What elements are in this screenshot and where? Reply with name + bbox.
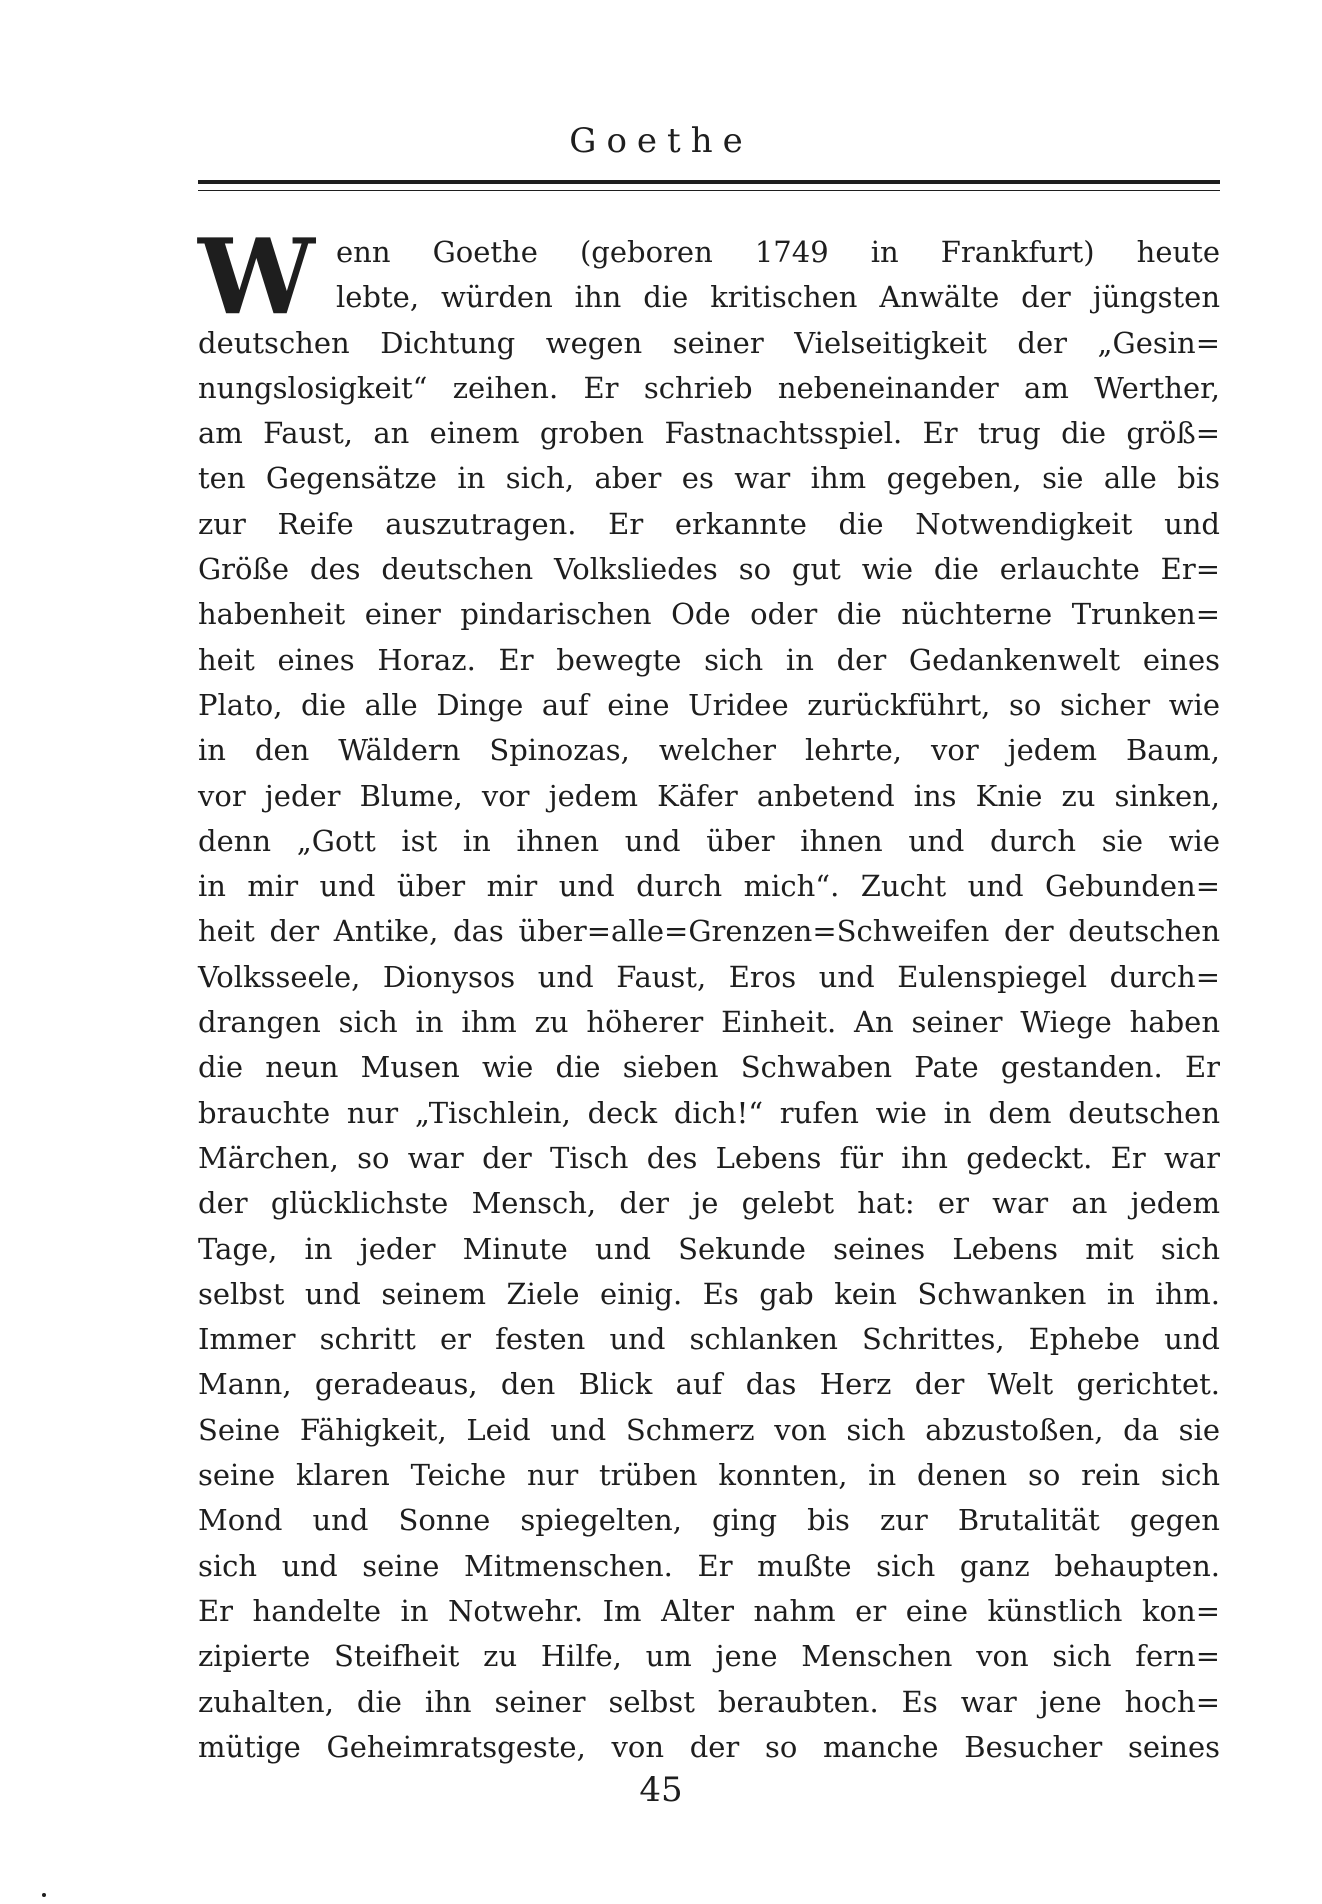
running-head: Goethe — [569, 121, 753, 161]
text-line: sich und seine Mitmenschen. Er mußte sich ganz behaupten. — [198, 1548, 1220, 1583]
text-line: denn „Gott ist in ihnen und über ihnen und durch sie wie — [198, 823, 1220, 858]
text-line: lebte, würden ihn die kritischen Anwälte der jüngsten — [336, 280, 1220, 315]
drop-cap-initial: W — [198, 215, 315, 338]
text-line: ten Gegensätze in sich, aber es war ihm gegeben, sie alle bis — [198, 461, 1220, 496]
text-line: mütige Geheimratsgeste, von der so manche Besucher seines — [198, 1729, 1220, 1764]
text-line: Seine Fähigkeit, Leid und Schmerz von sich abzustoßen, da sie — [198, 1412, 1220, 1447]
body-text — [198, 215, 1220, 1770]
text-line: brauchte nur „Tischlein, deck dich!“ rufen wie in dem deutschen — [198, 1095, 1220, 1130]
header-rule-thick — [198, 180, 1220, 184]
text-line: Mann, geradeaus, den Blick auf das Herz der Welt gerichtet. — [198, 1367, 1220, 1402]
text-line: drangen sich in ihm zu höherer Einheit. An seiner Wiege haben — [198, 1005, 1220, 1040]
text-line: zipierte Steifheit zu Hilfe, um jene Menschen von sich fern= — [198, 1639, 1220, 1674]
text-line: habenheit einer pindarischen Ode oder die nüchterne Trunken= — [198, 597, 1220, 632]
text-line: enn Goethe (geboren 1749 in Frankfurt) heute — [336, 235, 1220, 269]
text-line: vor jeder Blume, vor jedem Käfer anbetend ins Knie zu sinken, — [198, 778, 1220, 813]
text-line: deutschen Dichtung wegen seiner Vielseitigkeit der „Gesin= — [198, 325, 1220, 360]
text-line: heit eines Horaz. Er bewegte sich in der Gedankenwelt eines — [198, 642, 1220, 677]
print-speck — [42, 1893, 46, 1897]
text-line: heit der Antike, das über=alle=Grenzen=Schweifen der deutschen — [198, 914, 1220, 949]
text-line: selbst und seinem Ziele einig. Es gab kein Schwanken in ihm. — [198, 1276, 1220, 1311]
text-line: nungslosigkeit“ zeihen. Er schrieb nebeneinander am Werther, — [198, 370, 1220, 405]
header-rule-thin — [198, 190, 1220, 191]
text-line: seine klaren Teiche nur trüben konnten, in denen so rein sich — [198, 1458, 1220, 1493]
text-line: Volksseele, Dionysos und Faust, Eros und Eulenspiegel durch= — [198, 959, 1220, 994]
text-line: die neun Musen wie die sieben Schwaben Pate gestanden. Er — [198, 1050, 1220, 1085]
text-line: Märchen, so war der Tisch des Lebens für ihn gedeckt. Er war — [198, 1140, 1220, 1175]
text-line: zuhalten, die ihn seiner selbst beraubten. Es war jene hoch= — [198, 1684, 1220, 1719]
text-line: Mond und Sonne spiegelten, ging bis zur Brutalität gegen — [198, 1503, 1220, 1538]
text-line: Plato, die alle Dinge auf eine Uridee zurückführt, so sicher wie — [198, 687, 1220, 722]
text-line: Tage, in jeder Minute und Sekunde seines Lebens mit sich — [198, 1231, 1220, 1266]
text-line: Größe des deutschen Volksliedes so gut wie die erlauchte Er= — [198, 552, 1220, 587]
text-line: zur Reife auszutragen. Er erkannte die Notwendigkeit und — [198, 506, 1220, 541]
text-line: Er handelte in Notwehr. Im Alter nahm er eine künstlich kon= — [198, 1593, 1220, 1628]
text-line: Immer schritt er festen und schlanken Schrittes, Ephebe und — [198, 1322, 1220, 1357]
page-number: 45 — [639, 1770, 683, 1810]
text-line: der glücklichste Mensch, der je gelebt hat: er war an jedem — [198, 1186, 1220, 1221]
text-line: am Faust, an einem groben Fastnachtsspiel. Er trug die größ= — [198, 416, 1220, 451]
text-line: in den Wäldern Spinozas, welcher lehrte, vor jedem Baum, — [198, 733, 1220, 768]
text-line: in mir und über mir und durch mich“. Zucht und Gebunden= — [198, 869, 1220, 904]
